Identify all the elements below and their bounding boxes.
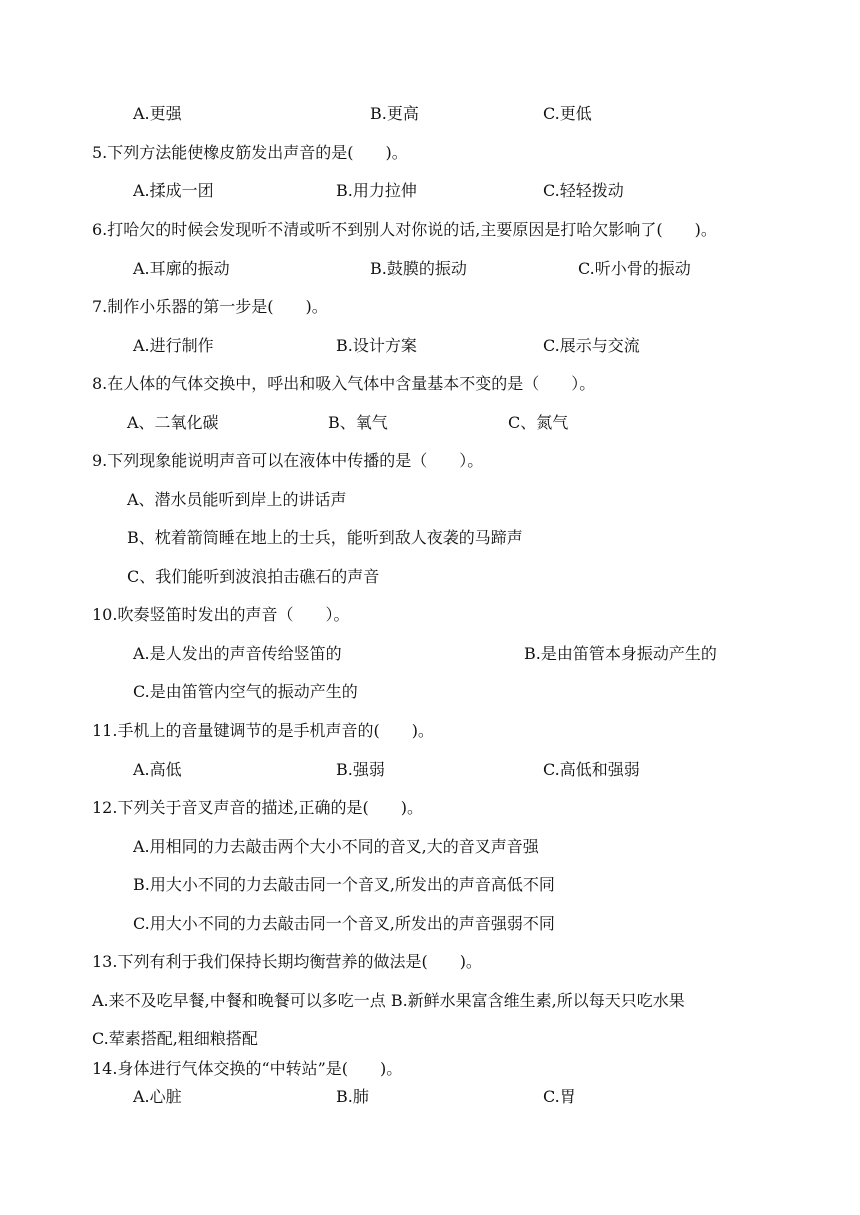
answer-option: C、氮气	[508, 413, 569, 432]
answer-option: C.听小骨的振动	[578, 259, 691, 278]
answer-option: A.耳廓的振动	[133, 259, 230, 278]
answer-option: C.荤素搭配,粗细粮搭配	[92, 1029, 258, 1048]
question-text: 5.下列方法能使橡皮筋发出声音的是( )。	[92, 143, 408, 162]
answer-option: C.轻轻拨动	[543, 181, 624, 200]
answer-option: B.强弱	[336, 760, 385, 779]
answer-option: C、我们能听到波浪拍击礁石的声音	[127, 567, 380, 586]
answer-option: A.进行制作	[133, 336, 214, 355]
question-text: 12.下列关于音叉声音的描述,正确的是( )。	[92, 798, 424, 817]
question-text: 10.吹奏竖笛时发出的声音（ ）。	[92, 605, 350, 624]
answer-option: B.设计方案	[336, 336, 417, 355]
answer-option: A.来不及吃早餐,中餐和晚餐可以多吃一点 B.新鲜水果富含维生素,所以每天只吃水果	[92, 991, 685, 1010]
question-text: 7.制作小乐器的第一步是( )。	[92, 297, 328, 316]
question-text: 13.下列有利于我们保持长期均衡营养的做法是( )。	[92, 952, 482, 971]
answer-option: B.用力拉伸	[336, 181, 417, 200]
answer-option: C.展示与交流	[543, 336, 640, 355]
question-text: 11.手机上的音量键调节的是手机声音的( )。	[92, 721, 434, 740]
answer-option: B.鼓膜的振动	[370, 259, 467, 278]
question-text: 14.身体进行气体交换的“中转站”是( )。	[92, 1059, 403, 1078]
answer-option: A.用相同的力去敲击两个大小不同的音叉,大的音叉声音强	[133, 837, 539, 856]
answer-option: B、枕着箭筒睡在地上的士兵，能听到敌人夜袭的马蹄声	[127, 528, 523, 547]
answer-option: A.心脏	[133, 1087, 182, 1106]
answer-option: C.更低	[543, 104, 592, 123]
answer-option: B.更高	[370, 104, 419, 123]
question-text: 6.打哈欠的时候会发现听不清或听不到别人对你说的话,主要原因是打哈欠影响了( )。	[92, 220, 717, 239]
answer-option: B.用大小不同的力去敲击同一个音叉,所发出的声音高低不同	[133, 875, 555, 894]
answer-option: A.揉成一团	[133, 181, 214, 200]
question-text: 8.在人体的气体交换中，呼出和吸入气体中含量基本不变的是（ ）。	[92, 374, 596, 393]
answer-option: B.肺	[336, 1087, 369, 1106]
answer-option: A.高低	[133, 760, 182, 779]
answer-option: B、氧气	[328, 413, 388, 432]
answer-option: C.胃	[543, 1087, 576, 1106]
answer-option: A.是人发出的声音传给竖笛的	[133, 644, 342, 663]
answer-option: C.用大小不同的力去敲击同一个音叉,所发出的声音强弱不同	[133, 914, 555, 933]
answer-option: B.是由笛管本身振动产生的	[524, 644, 717, 663]
answer-option: C.高低和强弱	[543, 760, 640, 779]
answer-option: C.是由笛管内空气的振动产生的	[133, 682, 358, 701]
answer-option: A.更强	[133, 104, 182, 123]
answer-option: A、潜水员能听到岸上的讲话声	[127, 490, 347, 509]
answer-option: A、二氧化碳	[127, 413, 219, 432]
question-text: 9.下列现象能说明声音可以在液体中传播的是（ ）。	[92, 451, 484, 470]
